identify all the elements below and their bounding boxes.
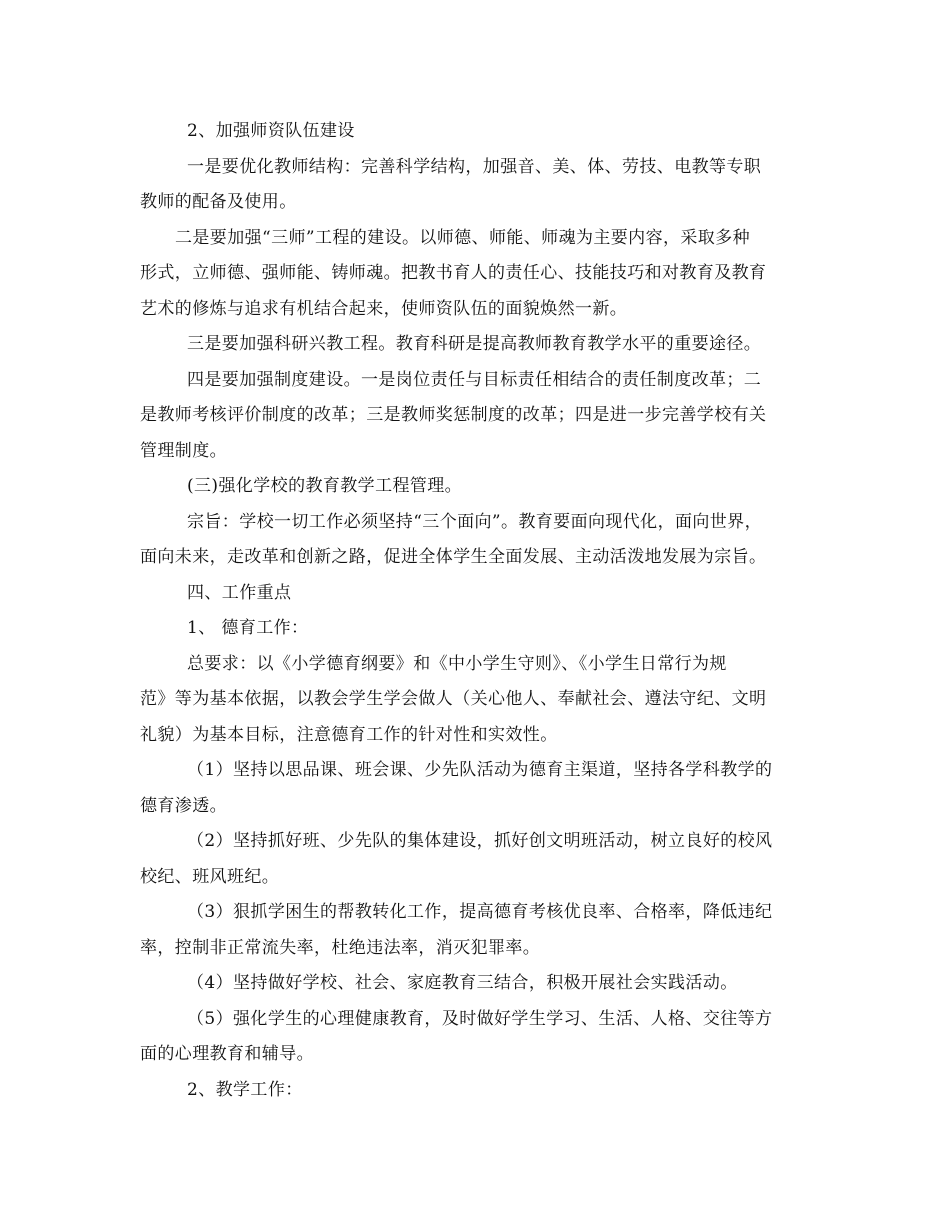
section-heading: 2、教学工作：	[187, 1080, 303, 1100]
paragraph-line: 礼貌）为基本目标，注意德育工作的针对性和实效性。	[140, 725, 558, 745]
paragraph-line: （3）狠抓学困生的帮教转化工作，提高德育考核优良率、合格率，降低违纪	[187, 902, 773, 922]
paragraph-line: 形式，立师德、强师能、铸师魂。把教书育人的责任心、技能技巧和对教育及教育	[140, 263, 767, 283]
paragraph-line: 面向未来，走改革和创新之路，促进全体学生全面发展、主动活泼地发展为宗旨。	[140, 547, 767, 567]
paragraph-line: 率，控制非正常流失率，杜绝违法率，消灭犯罪率。	[140, 938, 541, 958]
section-heading: 四、工作重点	[187, 583, 292, 603]
paragraph-line: （4）坚持做好学校、社会、家庭教育三结合，积极开展社会实践活动。	[187, 973, 738, 993]
paragraph-line: 四是要加强制度建设。一是岗位责任与目标责任相结合的责任制度改革；二	[187, 370, 762, 390]
paragraph-line: 三是要加强科研兴教工程。教育科研是提高教师教育教学水平的重要途径。	[187, 334, 762, 354]
paragraph-line: （2）坚持抓好班、少先队的集体建设，抓好创文明班活动，树立良好的校风	[187, 831, 773, 851]
paragraph-line: 管理制度。	[140, 441, 227, 461]
paragraph-line: 教师的配备及使用。	[140, 192, 297, 212]
paragraph-line: （5）强化学生的心理健康教育，及时做好学生学习、生活、人格、交往等方	[187, 1009, 773, 1029]
paragraph-line: 一是要优化教师结构：完善科学结构，加强音、美、体、劳技、电教等专职	[187, 157, 762, 177]
paragraph-line: 面的心理教育和辅导。	[140, 1044, 314, 1064]
paragraph-line: 艺术的修炼与追求有机结合起来，使师资队伍的面貌焕然一新。	[140, 299, 628, 319]
section-heading: 2、加强师资队伍建设	[187, 121, 355, 141]
paragraph-line: 德育渗透。	[140, 796, 227, 816]
section-heading: 1、 德育工作：	[187, 618, 309, 638]
paragraph-line: 校纪、班风班纪。	[140, 867, 280, 887]
paragraph-line: 二是要加强“三师”工程的建设。以师德、师能、师魂为主要内容，采取多种	[175, 228, 750, 248]
section-heading: (三)强化学校的教育教学工程管理。	[187, 476, 463, 496]
paragraph-line: 总要求：以《小学德育纲要》和《中小学生守则》、《小学生日常行为规	[187, 654, 727, 674]
paragraph-line: （1）坚持以思品课、班会课、少先队活动为德育主渠道，坚持各学科教学的	[187, 760, 773, 780]
paragraph-line: 是教师考核评价制度的改革；三是教师奖惩制度的改革；四是进一步完善学校有关	[140, 405, 767, 425]
paragraph-line: 宗旨：学校一切工作必须坚持“三个面向”。教育要面向现代化，面向世界，	[187, 512, 762, 532]
paragraph-line: 范》等为基本依据，以教会学生学会做人（关心他人、奉献社会、遵法守纪、文明	[140, 689, 767, 709]
